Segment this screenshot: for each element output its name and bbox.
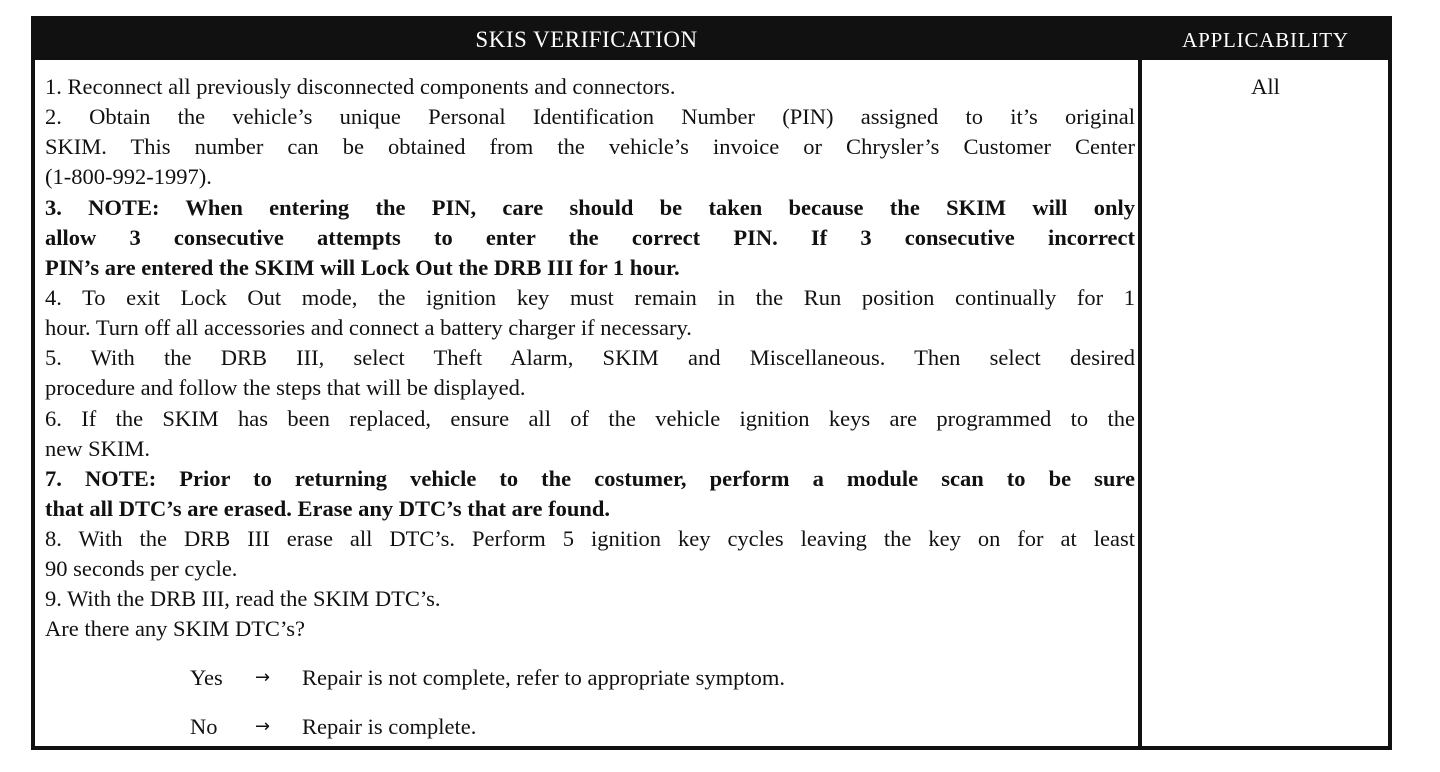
step-7-note: 7. NOTE: Prior to returning vehicle to the costumer, perform a module scan to be sure <box>45 466 1135 491</box>
column-divider <box>1138 60 1142 750</box>
step-8-text: 8. With the DRB III erase all DTC’s. Perform 5 ignition key cycles leaving the key on for at least <box>45 526 1135 551</box>
step-2-text-continued: SKIM. This number can be obtained from the vehicle’s invoice or Chrysler’s Customer Center <box>45 134 1135 159</box>
step-6-text-continued: new SKIM. <box>45 436 150 461</box>
right-arrow-icon: → <box>255 716 271 737</box>
yes-outcome-text: Repair is not complete, refer to appropriate symptom. <box>302 665 785 690</box>
right-arrow-icon: → <box>255 667 271 688</box>
question-text: Are there any SKIM DTC’s? <box>45 616 305 641</box>
yes-label: Yes <box>190 665 223 690</box>
verification-table <box>31 16 1392 750</box>
table-header <box>35 20 1388 60</box>
step-6-text: 6. If the SKIM has been replaced, ensure all of the vehicle ignition keys are programmed to the <box>45 406 1135 431</box>
step-5-text: 5. With the DRB III, select Theft Alarm, SKIM and Miscellaneous. Then select desired <box>45 345 1135 370</box>
no-outcome-text: Repair is complete. <box>302 714 477 739</box>
step-2-phone-number: (1-800-992-1997). <box>45 164 212 189</box>
step-3-note-continued: allow 3 consecutive attempts to enter the correct PIN. If 3 consecutive incorrect <box>45 225 1135 250</box>
step-5-text-continued: procedure and follow the steps that will be displayed. <box>45 375 526 400</box>
no-label: No <box>190 714 218 739</box>
applicability-value: All <box>1251 74 1280 99</box>
table-title: SKIS VERIFICATION <box>475 27 698 52</box>
step-2-text: 2. Obtain the vehicle’s unique Personal Identification Number (PIN) assigned to it’s original <box>45 104 1135 129</box>
step-3-note: 3. NOTE: When entering the PIN, care should be taken because the SKIM will only <box>45 195 1135 220</box>
step-4-text: 4. To exit Lock Out mode, the ignition key must remain in the Run position continually for 1 <box>45 285 1135 310</box>
step-4-text-continued: hour. Turn off all accessories and connect a battery charger if necessary. <box>45 315 692 340</box>
step-8-text-continued: 90 seconds per cycle. <box>45 556 238 581</box>
procedure-text <box>45 72 1135 739</box>
step-9-text: 9. With the DRB III, read the SKIM DTC’s. <box>45 586 441 611</box>
step-1-text: 1. Reconnect all previously disconnected components and connectors. <box>45 74 676 99</box>
step-3-note-end: PIN’s are entered the SKIM will Lock Out the DRB III for 1 hour. <box>45 255 680 280</box>
step-7-note-continued: that all DTC’s are erased. Erase any DTC’s that are found. <box>45 496 610 521</box>
applicability-header: APPLICABILITY <box>1182 28 1349 52</box>
